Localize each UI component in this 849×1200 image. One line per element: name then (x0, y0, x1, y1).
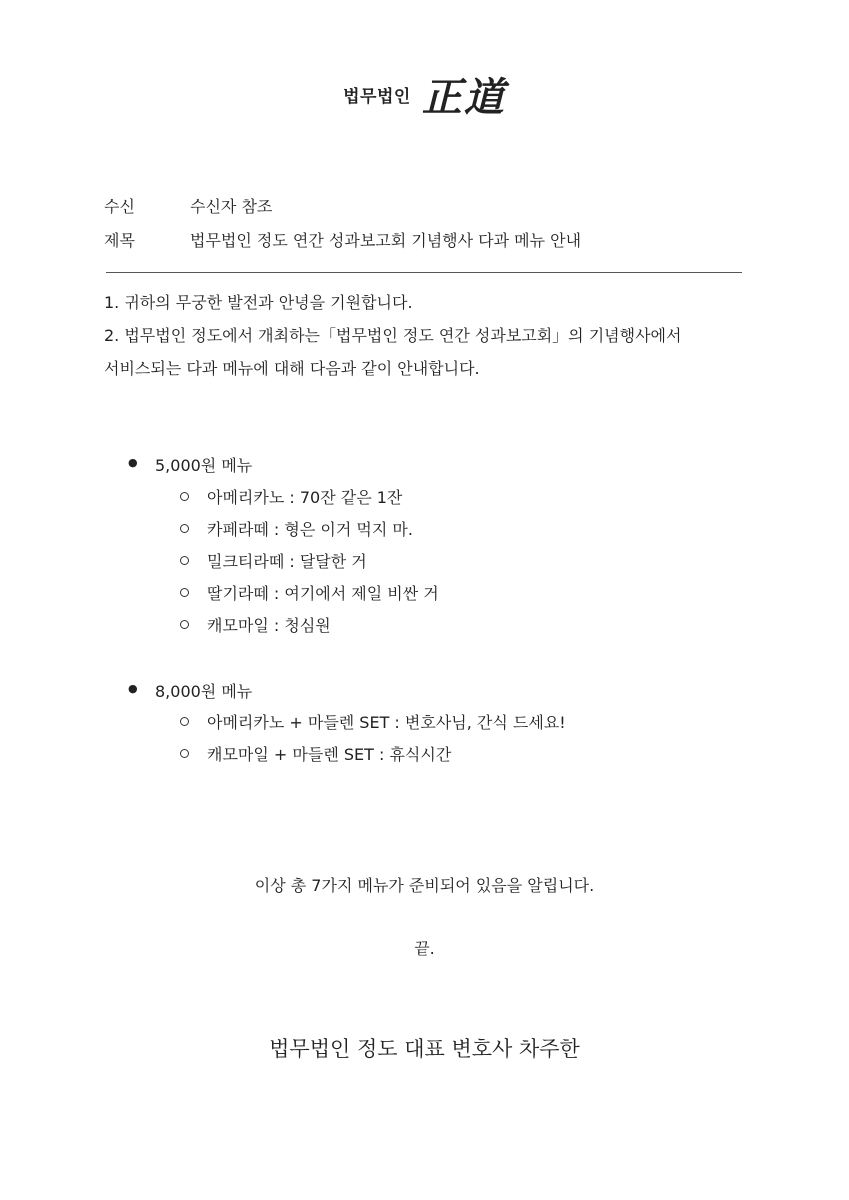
sub-bullet-icon (180, 492, 189, 501)
menu-item: 캐모마일 + 마들렌 SET : 휴식시간 (207, 745, 452, 764)
menu-item: 밀크티라떼 : 달달한 거 (207, 552, 367, 571)
menu-item: 아메리카노 + 마들렌 SET : 변호사님, 간식 드세요! (207, 713, 566, 732)
recipient-label: 수신 (104, 197, 135, 216)
sub-bullet-icon (180, 749, 189, 758)
letterhead (0, 66, 849, 123)
menu-8000-title: 8,000원 메뉴 (155, 682, 253, 701)
recipient-value: 수신자 참조 (190, 197, 273, 216)
sub-bullet-icon (180, 556, 189, 565)
body-line-2: 2. 법무법인 정도에서 개최하는「법무법인 정도 연간 성과보고회」의 기념행사에서 (104, 326, 682, 345)
signature-line: 법무법인 정도 대표 변호사 차주한 (269, 1037, 580, 1061)
body-line-3: 서비스되는 다과 메뉴에 대해 다음과 같이 안내합니다. (104, 359, 480, 378)
bullet-icon: ● (128, 456, 138, 469)
sub-bullet-icon (180, 717, 189, 726)
sub-bullet-icon (180, 588, 189, 597)
header-divider (106, 272, 742, 273)
menu-5000-title: 5,000원 메뉴 (155, 456, 253, 475)
firm-name-prefix: 법무법인 (343, 87, 411, 107)
firm-logo: 正道 (421, 74, 506, 121)
menu-item: 캐모마일 : 청심원 (207, 616, 331, 635)
body-line-1: 1. 귀하의 무궁한 발전과 안녕을 기원합니다. (104, 293, 413, 312)
sub-bullet-icon (180, 524, 189, 533)
sub-bullet-icon (180, 620, 189, 629)
closing-end: 끝. (414, 939, 435, 958)
bullet-icon: ● (128, 682, 138, 695)
subject-label: 제목 (104, 231, 135, 250)
menu-item: 딸기라떼 : 여기에서 제일 비싼 거 (207, 584, 439, 603)
subject-value: 법무법인 정도 연간 성과보고회 기념행사 다과 메뉴 안내 (190, 231, 582, 250)
menu-item: 카페라떼 : 형은 이거 먹지 마. (207, 520, 413, 539)
menu-item: 아메리카노 : 70잔 같은 1잔 (207, 488, 403, 507)
closing-summary: 이상 총 7가지 메뉴가 준비되어 있음을 알립니다. (254, 876, 595, 895)
